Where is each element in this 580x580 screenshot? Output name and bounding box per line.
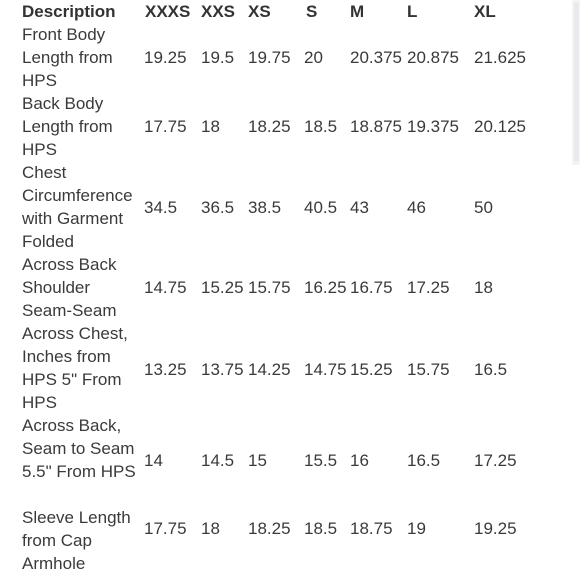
- header-l: L: [407, 2, 418, 21]
- table-row: [22, 161, 552, 253]
- cell-xxxs: 34.5: [144, 198, 178, 217]
- cell-xxxs: 14.75: [144, 278, 187, 297]
- header-xs: XS: [248, 2, 271, 21]
- row-description: Across Back, Seam to Seam 5.5" From HPS: [22, 416, 136, 481]
- table-row: [22, 92, 552, 161]
- cell-l: 20.875: [407, 48, 459, 67]
- cell-xs: 14.25: [248, 360, 291, 379]
- cell-s: 18.5: [304, 519, 338, 538]
- cell-m: 16: [350, 451, 369, 470]
- table-row: [22, 23, 552, 92]
- size-chart-table: [22, 0, 552, 580]
- cell-s: 40.5: [304, 198, 338, 217]
- row-description: Front Body Length from HPS: [22, 25, 113, 90]
- cell-xxs: 18: [201, 519, 220, 538]
- cell-xl: 50: [474, 198, 493, 217]
- cell-s: 18.5: [304, 117, 338, 136]
- cell-xxs: 14.5: [201, 451, 235, 470]
- row-description: Across Chest, Inches from HPS 5" From HPS: [22, 324, 128, 412]
- cell-xl: 19.25: [474, 519, 517, 538]
- cell-l: 19.375: [407, 117, 459, 136]
- cell-m: 18.75: [350, 519, 393, 538]
- row-description: Back Body Length from HPS: [22, 94, 113, 159]
- cell-xl: 17.25: [474, 451, 517, 470]
- cell-xs: 15: [248, 451, 267, 470]
- row-description: Across Back Shoulder Seam-Seam: [22, 255, 117, 320]
- row-description: Chest Circumference with Garment Folded: [22, 163, 133, 251]
- table-row: [22, 414, 552, 506]
- vertical-scrollbar[interactable]: [572, 0, 580, 165]
- cell-xs: 38.5: [248, 198, 282, 217]
- header-xxxs: XXXS: [145, 2, 191, 21]
- cell-l: 46: [407, 198, 426, 217]
- cell-xxs: 18: [201, 117, 220, 136]
- cell-xxxs: 14: [144, 451, 163, 470]
- cell-m: 43: [350, 198, 369, 217]
- cell-s: 16.25: [304, 278, 347, 297]
- cell-xxxs: 13.25: [144, 360, 187, 379]
- header-xxs: XXS: [201, 2, 236, 21]
- cell-m: 18.875: [350, 117, 402, 136]
- cell-xs: 18.25: [248, 117, 291, 136]
- table-row: [22, 322, 552, 414]
- cell-s: 20: [304, 48, 323, 67]
- cell-xxxs: 17.75: [144, 519, 187, 538]
- cell-l: 17.25: [407, 278, 450, 297]
- cell-xs: 15.75: [248, 278, 291, 297]
- cell-xxxs: 19.25: [144, 48, 187, 67]
- cell-s: 14.75: [304, 360, 347, 379]
- scrollbar-thumb[interactable]: [574, 2, 579, 162]
- cell-xs: 18.25: [248, 519, 291, 538]
- header-m: M: [350, 2, 365, 21]
- cell-xl: 20.125: [474, 117, 526, 136]
- cell-xxxs: 17.75: [144, 117, 187, 136]
- header-description: Description: [22, 2, 116, 21]
- table-row: [22, 506, 552, 575]
- cell-s: 15.5: [304, 451, 338, 470]
- cell-xs: 19.75: [248, 48, 291, 67]
- cell-xl: 21.625: [474, 48, 526, 67]
- cell-l: 15.75: [407, 360, 450, 379]
- cell-xxs: 15.25: [201, 278, 244, 297]
- table-header-row: [22, 0, 552, 23]
- cell-xl: 16.5: [474, 360, 508, 379]
- cell-xxs: 13.75: [201, 360, 244, 379]
- cell-m: 15.25: [350, 360, 393, 379]
- header-s: S: [306, 2, 318, 21]
- cell-l: 19: [407, 519, 426, 538]
- header-xl: XL: [474, 2, 496, 21]
- cell-m: 20.375: [350, 48, 402, 67]
- cell-xl: 18: [474, 278, 493, 297]
- cell-xxs: 36.5: [201, 198, 235, 217]
- cell-l: 16.5: [407, 451, 441, 470]
- row-description: Sleeve Length from Cap Armhole: [22, 508, 131, 573]
- cell-m: 16.75: [350, 278, 393, 297]
- table-row: [22, 253, 552, 322]
- cell-xxs: 19.5: [201, 48, 235, 67]
